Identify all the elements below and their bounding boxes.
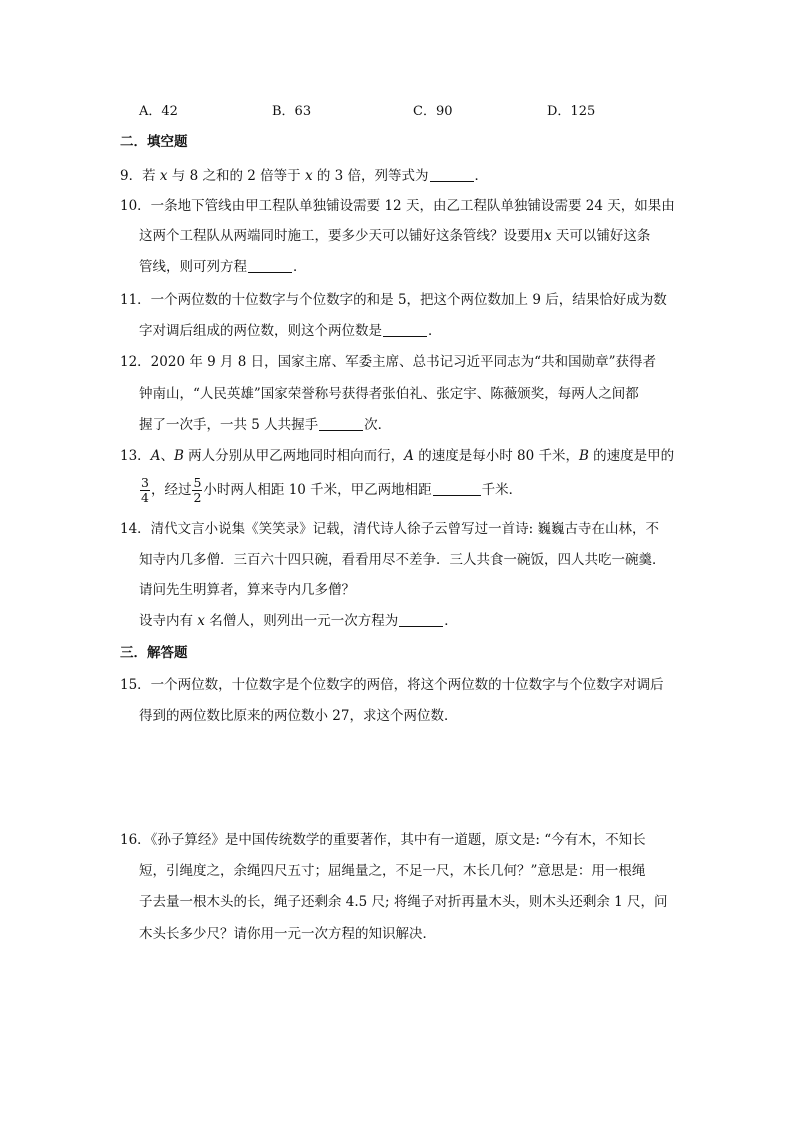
q13-text-1b: 、 — [160, 448, 174, 464]
q13-text-1c: 两人分别从甲乙两地同时相向而行， — [183, 448, 405, 464]
q9-text-1: 9．若 — [120, 168, 160, 184]
question-12-line-1: 12．2020 年 9 月 8 日，国家主席、军委主席、总书记习近平同志为“共和国勋章”获得者 — [120, 354, 656, 370]
q10-var-x: x — [544, 228, 552, 244]
q11-text-2a: 字对调后组成的两位数，则这个两位数是 — [139, 323, 382, 339]
q9-var-x2: x — [304, 168, 313, 184]
question-14-line-2: 知寺内几多僧．三百六十四只碗，看看用尽不差争．三人共食一碗饭，四人共吃一碗羹． — [139, 552, 666, 568]
q13-text-1d: 的速度是每小时 80 千米， — [413, 448, 579, 464]
question-9 — [120, 166, 488, 186]
q12-text-3a: 握了一次手，一共 5 人共握手 — [139, 417, 319, 433]
q12-text-3b: 次． — [364, 417, 392, 433]
question-12-line-2: 钟南山，“人民英雄”国家荣誉称号获得者张伯礼、张定宇、陈薇颁奖，每两人之间都 — [139, 386, 639, 402]
question-14-line-3: 请问先生明算者，算来寺内几多僧？ — [139, 582, 355, 598]
q13-text-2b: 小时两人相距 10 千米，甲乙两地相距 — [203, 482, 432, 498]
q11-answer-blank[interactable] — [383, 322, 427, 337]
question-16-line-2: 短，引绳度之，余绳四尺五寸；屈绳量之，不足一尺，木长几何？”意思是：用一根绳 — [139, 863, 646, 879]
q9-var-x: x — [159, 168, 168, 184]
q14-text-4a: 设寺内有 — [139, 613, 198, 629]
question-11-line-2 — [139, 321, 442, 341]
fraction-2-denominator: 2 — [193, 490, 202, 505]
fraction-five-halves — [192, 476, 202, 505]
question-10-line-3 — [139, 257, 307, 277]
q9-text-2: 与 8 之和的 2 倍等于 — [167, 168, 305, 184]
option-c: C．90 — [413, 104, 453, 119]
section-fill-heading: 二．填空题 — [120, 134, 188, 150]
question-11-line-1: 11．一个两位数的十位数字与个位数字的和是 5，把这个两位数加上 9 后，结果恰好成为数 — [120, 292, 667, 308]
question-15-line-1: 15．一个两位数，十位数字是个位数字的两倍，将这个两位数的十位数字与个位数字对调后 — [120, 677, 664, 693]
question-10-line-2 — [139, 226, 650, 246]
section-solve-heading: 三．解答题 — [120, 645, 188, 661]
q10-text-2b: 天可以铺好这条 — [551, 228, 651, 244]
q13-text-1a: 13． — [120, 448, 151, 464]
q13-text-2a: ，经过 — [150, 482, 192, 498]
q9-text-4: ． — [474, 168, 489, 184]
fraction-1-numerator: 3 — [141, 475, 149, 490]
question-16-line-3: 子去量一根木头的长，绳子还剩余 4.5 尺; 将绳子对折再量木头，则木头还剩余 1 尺，问 — [139, 894, 668, 910]
option-d: D．125 — [547, 104, 596, 119]
fraction-2-numerator: 5 — [193, 475, 202, 490]
question-14-line-1: 14．清代文言小说集《笑笑录》记载，清代诗人徐子云曾写过一首诗: 巍巍古寺在山林，不 — [120, 521, 660, 537]
q14-text-4b: 名僧人，则列出一元一次方程为 — [204, 613, 399, 629]
q9-text-3: 的 3 倍，列等式为 — [312, 168, 429, 184]
question-14-line-4 — [139, 611, 458, 631]
q14-var-x: x — [197, 613, 205, 629]
q13-text-2c: 千米． — [481, 482, 523, 498]
q10-answer-blank[interactable] — [248, 258, 292, 273]
q11-text-2b: ． — [428, 323, 442, 339]
q14-text-4c: ． — [444, 613, 458, 629]
question-10-line-1: 10．一条地下管线由甲工程队单独铺设需要 12 天，由乙工程队单独铺设需要 24 天，如果由 — [120, 198, 675, 214]
question-15-line-2: 得到的两位数比原来的两位数小 27，求这个两位数． — [139, 708, 458, 724]
q10-text-2a: 这两个工程队从两端同时施工，要多少天可以铺好这条管线？设要用 — [139, 228, 544, 244]
q13-answer-blank[interactable] — [433, 481, 481, 496]
q13-var-b: B — [173, 448, 184, 464]
q14-answer-blank[interactable] — [399, 612, 443, 627]
question-16-line-4: 木头长多少尺？请你用一元一次方程的知识解决． — [139, 926, 436, 942]
question-12-line-3 — [139, 415, 391, 435]
q10-text-3a: 管线，则可列方程 — [139, 259, 247, 275]
q13-var-b2: B — [578, 448, 589, 464]
q13-text-1e: 的速度是甲的 — [588, 448, 675, 464]
q10-text-3b: ． — [293, 259, 307, 275]
option-a: A．42 — [139, 104, 178, 119]
fraction-three-quarters — [140, 476, 150, 505]
q9-answer-blank[interactable] — [430, 167, 474, 182]
option-b: B．63 — [272, 104, 312, 119]
fraction-1-denominator: 4 — [141, 490, 149, 505]
question-13-line-2 — [139, 474, 522, 506]
q13-var-a: A — [150, 448, 161, 464]
q13-var-a2: A — [404, 448, 414, 464]
question-16-line-1: 16．《孙子算经》是中国传统数学的重要著作，其中有一道题，原文是: “今有木，不知长 — [120, 832, 646, 848]
question-13-line-1 — [120, 446, 674, 466]
q12-answer-blank[interactable] — [319, 416, 363, 431]
